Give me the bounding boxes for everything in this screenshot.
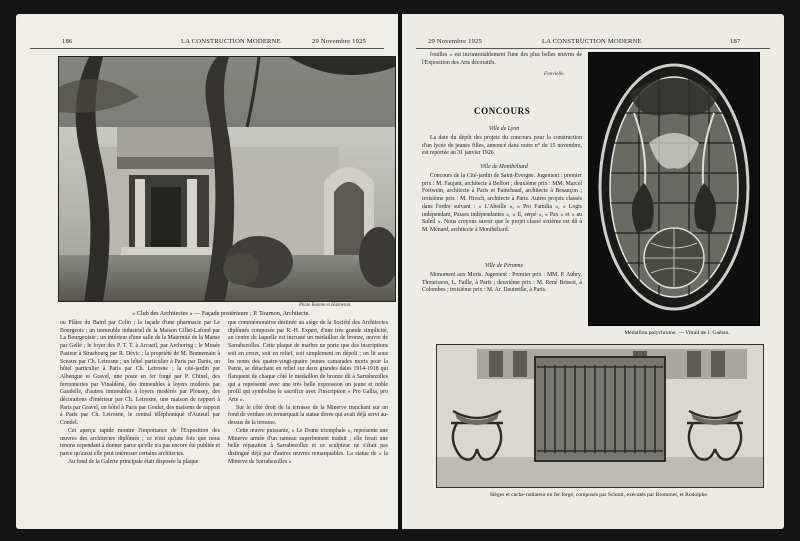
left-date: 29 Novembre 1925 [312, 38, 367, 45]
right-header-rule [416, 48, 770, 49]
stained-glass-illustration [589, 53, 759, 325]
left-page [16, 14, 398, 529]
section-title-lyon: Ville de Lyon [488, 126, 520, 132]
right-header [402, 38, 784, 48]
stained-glass-photo [588, 52, 760, 326]
paragraph: Au fond de la Galerie principale était disposée la plaque [68, 458, 199, 465]
section-text-lyon [422, 135, 582, 158]
right-page [402, 14, 784, 529]
paragraph: Sur le côté droit de la terrasse de la Minerve tranchant sur un fond de verdure on remarquait la statue doree qui avait déjà servi au-dessus de la terrasse. [228, 404, 388, 427]
left-page-number: 186 [62, 38, 73, 45]
facade-illustration [59, 57, 395, 301]
paragraph: que commémorative destinée au siège de la Société des Architectes diplômés composée par R.-H. Expert, d'une très grande simplicité, au centre de laquelle est incrusté un médaillon de bronze, œuvre de Sarrabezolles. Cette plaque de marbre ne porte que des inscriptions soit en creux, soit en relief, soit simplement en dépoli ; on lit sous les noms des quatre-vingt-quatre jeunes camarades morts pour la Patrie, se détachant en relief sur deux grandes dates 1914-1918 qui flanquent de chaque côté le médaillon de bronze dû à Sarrabezolles qui a représenté avec une très belle expression un jeune et noble profil qui symbolise le sacrifice avec l'inscription « Pro Gallia, pro Arte ». [228, 320, 388, 404]
paragraph: fouilles » est incontestablement l'une des plus belles œuvres de l'Exposition des Arts décoratifs. [422, 52, 582, 66]
wrought-iron-furniture-photo [436, 344, 764, 488]
right-running-title: LA CONSTRUCTION MODERNE [542, 38, 642, 45]
intro-text [422, 52, 582, 67]
paragraph: Concours de la Cité-jardin de Saint-Evergne. Jugement : premier prix : M. Faujant, architecte à Belfort ; deuxième prix : MM. Marcel Fortwein, architecte à Paris et Painchaud, architecte à Besançon ; troisième prix : M. Hirsch, architecte à Paris. Autres projets classés dans l'ordre suivant : « L'Abeille », « Pro Familia », « Logis indépendant, Passes indépendantes », « Il, serpé », « Pax » et « au Soleil ». Nous croyons savoir que le projet classé sixième est dû à M. Ménard, architecte à Montbéliard. [422, 173, 582, 233]
club-architectes-photo [58, 56, 396, 302]
photo-credit: Photo Bonnie et Hanneton. [299, 303, 352, 308]
paragraph: La date du dépôt des projets du concours pour la construction d'un lycée de jeunes filles, annoncé dans notre n° du 15 novembre, est reportée au 31 janvier 1926. [422, 135, 582, 157]
paragraph: ou Plâtre du Baird par Celin ; la façade d'une pharmacie par Le Bourgeois ; un immeuble industriel de la Maison Gillet-Lafond par La Bourgeoisie ; un intérieur d'une salle de la Maternité de la Manse par Gellé ; le foyer des P. T. T. à Arcueil, par Archoring ; le Musée Pasteur à Strasbourg par R. Dévic ; la propriété de M. Bonnemain à Sceaux par Ch. Letrosne ; un hôtel particulier à Paris par Danis, un hôtel particulier à Paris par Ch. Letrosne ; la cité-jardin par Albengue et Gravel, une poste en fer forgé par P. Chinel, des ferronneries par Vinaldène, des immeubles à loyers modérés par Gaudelle, d'autres immeubles à loyers modérés par Plousey, des décorations d'intérieur par Ch. Letrosne, une maison de rapport à Paris par Gravel, un hôtel à Paris par Goulet, des maisons de rapport à Paris par Ch. Letrosne, le central téléphonique d'Auteuil par Condel. [60, 320, 220, 427]
vitrail-caption: Médaillon polychrome. — Vitrail de J. Gaëtan. [624, 330, 730, 336]
left-column-2 [228, 320, 388, 466]
left-header-rule [30, 48, 384, 49]
section-title-peronne: Ville de Péronne [484, 263, 524, 269]
intro-signature: Fonvielle. [544, 71, 565, 77]
left-running-title: LA CONSTRUCTION MODERNE [181, 38, 281, 45]
furniture-illustration [437, 345, 763, 487]
paragraph: Monument aux Morts. Jugement : Premier prix : MM. P. Aubry, Thourisson, L. Faille, à Paris ; deuxième prix : M. René Brissot, à Colombes ; troisième prix : M. Ar. Dautreille, à Paris. [422, 272, 582, 294]
section-text-montbeliard [422, 173, 582, 235]
photo-caption: « Club des Architectes » — Façade postérieure ; P. Tournon, Architecte. [132, 310, 310, 317]
right-date: 29 Novembre 1925 [428, 38, 483, 45]
furniture-caption: Sièges et cache-radiateur en fer forgé, composés par Schmit, exécutés par Brommer, et Rodolphe. [489, 492, 709, 498]
right-page-number: 187 [730, 38, 741, 45]
left-header [16, 38, 398, 48]
paragraph: Cet aperçu rapide montre l'importance de l'Exposition des œuvres des architectes diplômés ; ce n'est qu'une fois que nous tenons cependant à donner parce qu'elle n'a pas encore été publiée et parce qu'aussi elle peut intéresser certains architectes. [60, 427, 220, 457]
section-text-peronne [422, 272, 582, 295]
concours-heading: CONCOURS [474, 106, 531, 116]
paragraph: Cette œuvre puissante, « Le Dome triomphale », représente une Minerve armée d'un rameau superbement traduit ; elle ferait une belle réparation à Sarrabezolles et ce sculpteur ne s'était pas distingué déjà par d'autres œuvres remarquables. La statue de « la Minerve de Sarrabezolles » [228, 427, 388, 465]
left-column-1 [60, 320, 220, 466]
section-title-montbeliard: Ville de Montbéliard [480, 164, 528, 170]
